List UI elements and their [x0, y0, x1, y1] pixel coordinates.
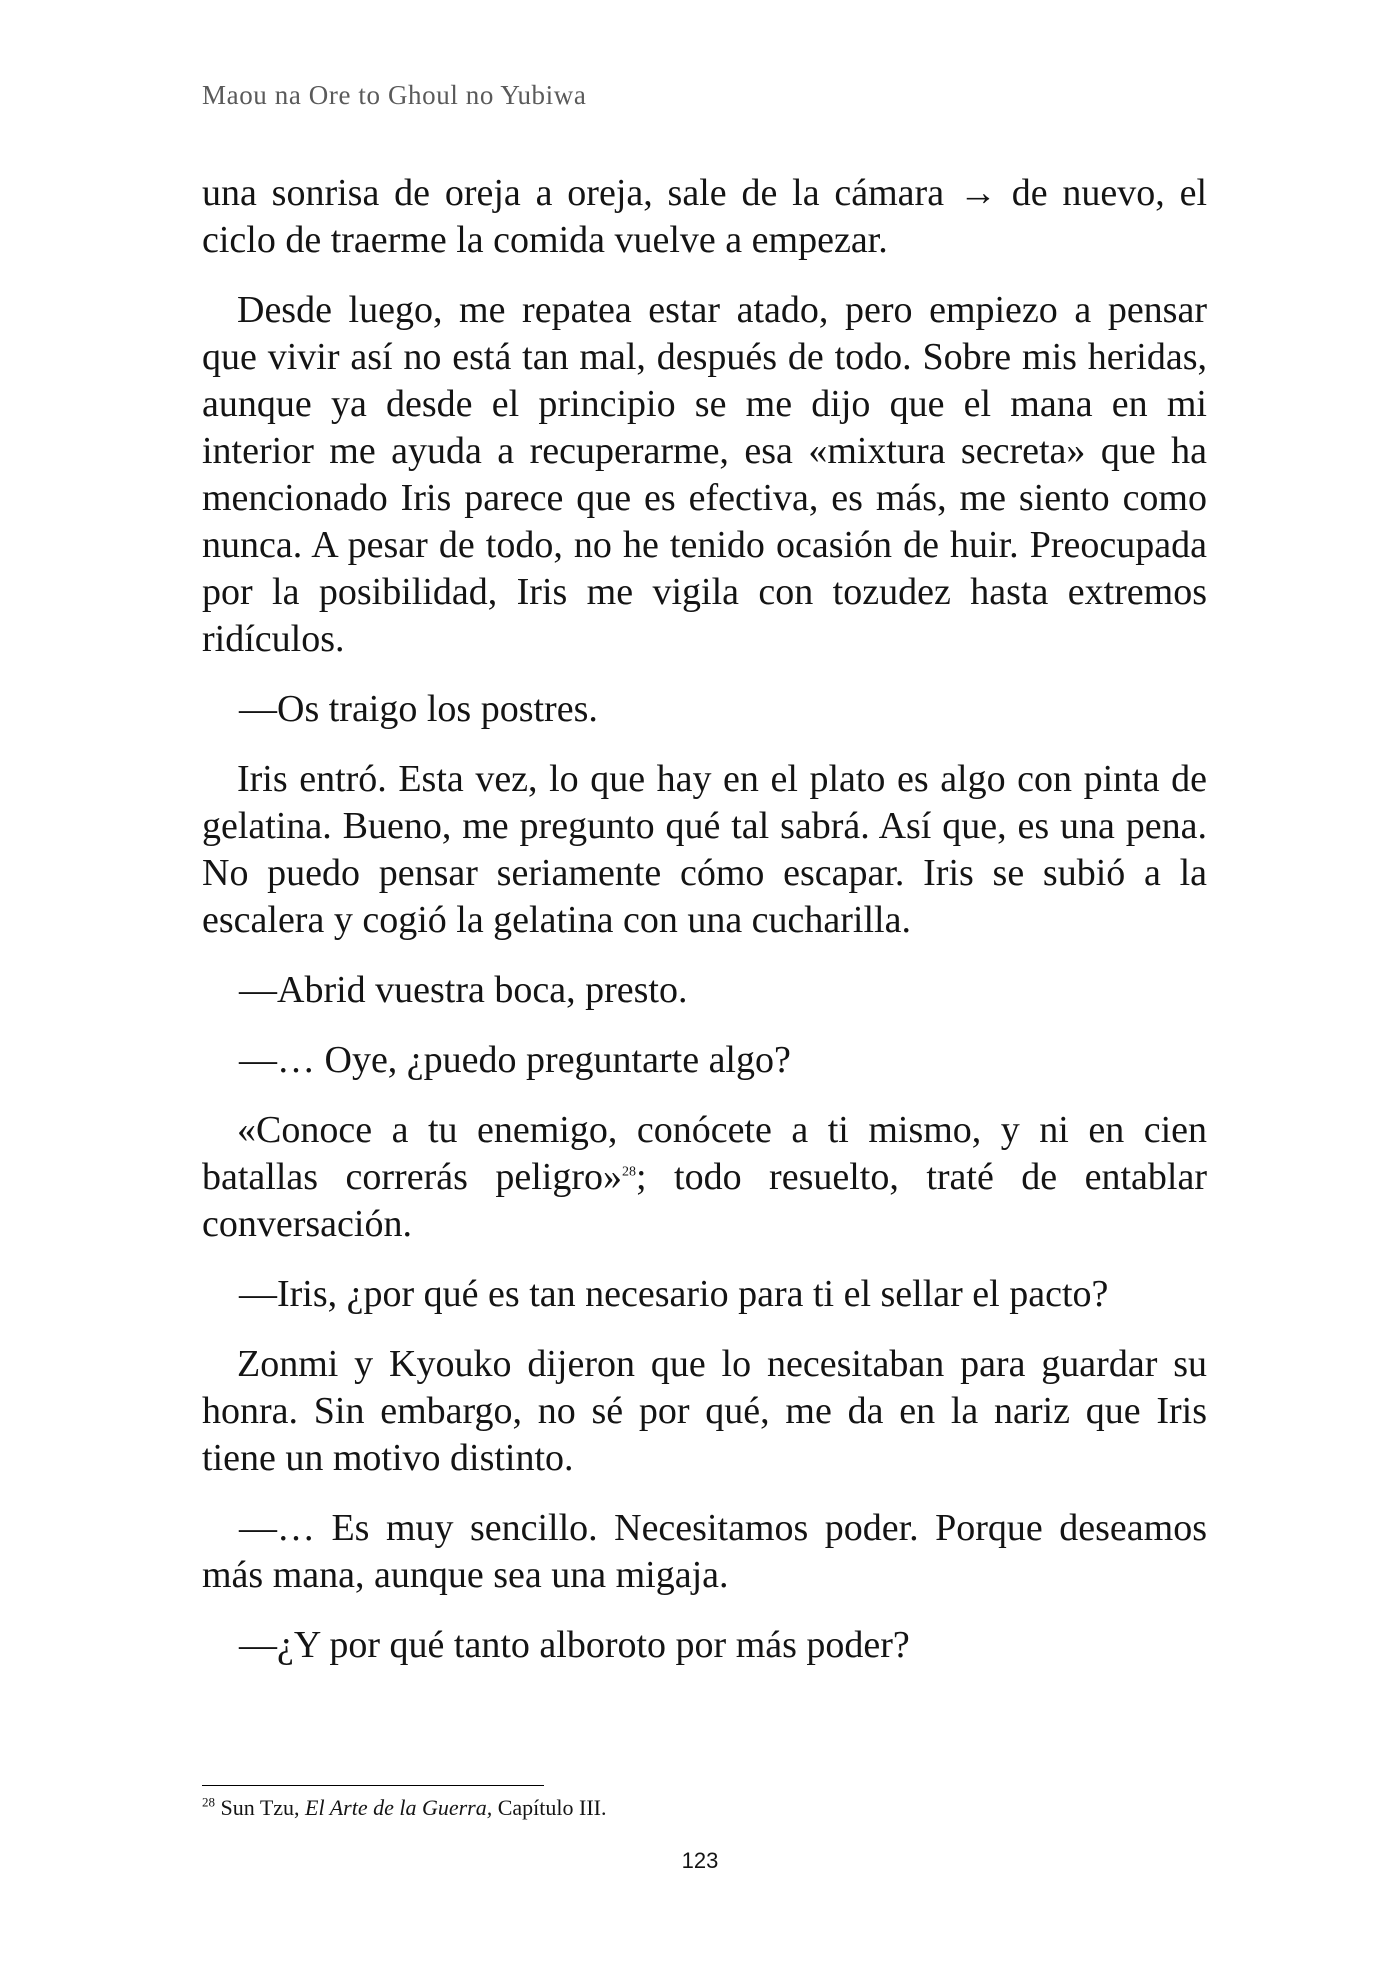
quote-continuation: ; todo resuelto, traté de entablar conversación. — [202, 1156, 1207, 1245]
footnote-number: 28 — [202, 1794, 215, 1810]
footnote — [202, 1795, 607, 1821]
dialogue-2: —Abrid vuestra boca, presto. — [239, 969, 688, 1011]
footnote-separator — [202, 1785, 544, 1786]
footnote-chapter: Capítulo III. — [492, 1795, 607, 1820]
paragraph-4: Iris entró. Esta vez, lo que hay en el plato es algo con pinta de gelatina. Bueno, me pregunto qué tal sabrá. Así que, es una pena. No puedo pensar seriamente cómo escapar. Iris se subió a la escalera y cogió la gelatina con una cucharilla. — [202, 758, 1207, 941]
dialogue-6: —¿Y por qué tanto alboroto por más poder? — [239, 1624, 910, 1666]
dialogue-5: —… Es muy sencillo. Necesitamos poder. Porque deseamos más mana, aunque sea una migaja. — [202, 1507, 1207, 1596]
footnote-reference[interactable]: 28 — [622, 1164, 636, 1180]
footnote-author: Sun Tzu, — [220, 1795, 306, 1820]
dialogue-4: —Iris, ¿por qué es tan necesario para ti el sellar el pacto? — [239, 1273, 1109, 1315]
quote-text: «Conoce a tu enemigo, conócete a ti mismo, y ni en cien batallas correrás peligro» — [202, 1109, 1207, 1198]
footnote-work-title: El Arte de la Guerra, — [305, 1795, 493, 1820]
dialogue-3: —… Oye, ¿puedo preguntarte algo? — [239, 1039, 791, 1081]
paragraph-1: una sonrisa de oreja a oreja, sale de la cámara → de nuevo, el ciclo de traerme la comida vuelve a empezar. — [202, 172, 1207, 261]
body-text — [202, 170, 1207, 1692]
page-number: 123 — [681, 1848, 719, 1873]
dialogue-1: —Os traigo los postres. — [239, 688, 598, 730]
paragraph-2: Desde luego, me repatea estar atado, pero empiezo a pensar que vivir así no está tan mal, después de todo. Sobre mis heridas, aunque ya desde el principio se me dijo que el mana en mi interior me ayuda a recuperarme, esa «mixtura secreta» que ha mencionado Iris parece que es efectiva, es más, me siento como nunca. A pesar de todo, no he tenido ocasión de huir. Preocupada por la posibilidad, Iris me vigila con tozudez hasta extremos ridículos. — [202, 289, 1207, 660]
paragraph-9: Zonmi y Kyouko dijeron que lo necesitaban para guardar su honra. Sin embargo, no sé por qué, me da en la nariz que Iris tiene un motivo distinto. — [202, 1343, 1207, 1479]
running-header: Maou na Ore to Ghoul no Yubiwa — [202, 80, 587, 110]
paragraph-7 — [202, 1107, 1207, 1248]
